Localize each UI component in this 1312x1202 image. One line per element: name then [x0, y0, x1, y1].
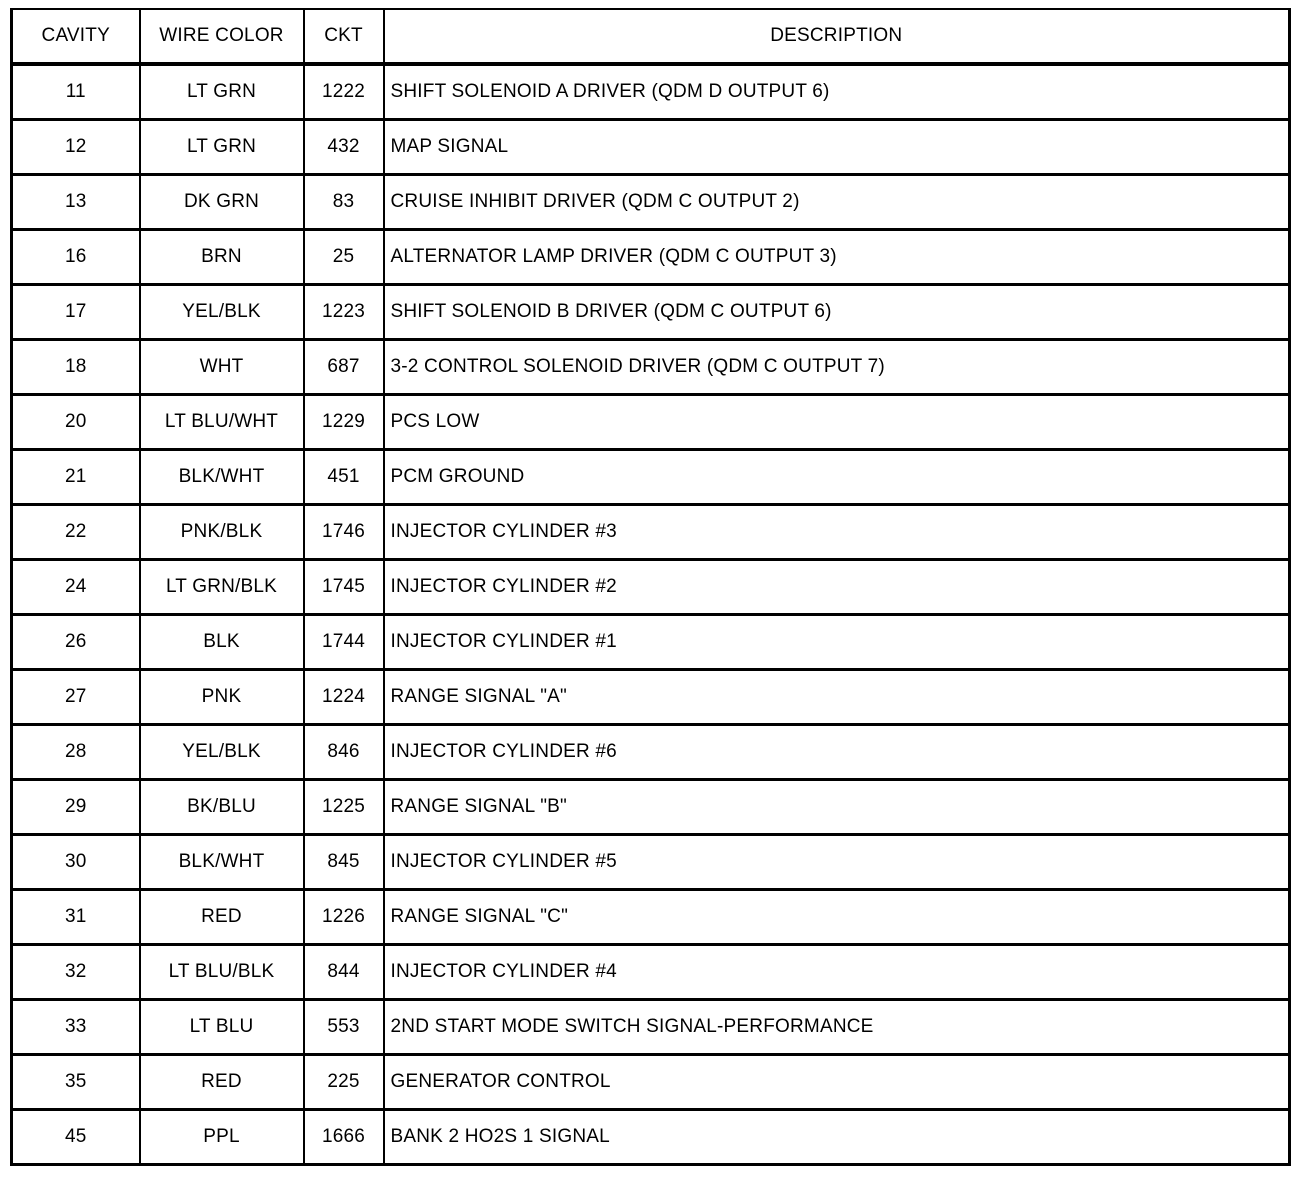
ckt-cell: 1746 — [304, 505, 384, 560]
table-row — [12, 1000, 1290, 1055]
ckt-cell: 1225 — [304, 780, 384, 835]
wire-color-cell: DK GRN — [140, 175, 304, 230]
ckt-cell: 1666 — [304, 1110, 384, 1165]
cavity-cell: 11 — [12, 64, 140, 120]
wire-color-cell: PNK/BLK — [140, 505, 304, 560]
table-row — [12, 780, 1290, 835]
table-row — [12, 835, 1290, 890]
cavity-cell: 16 — [12, 230, 140, 285]
table-row — [12, 340, 1290, 395]
ckt-cell: 83 — [304, 175, 384, 230]
cavity-cell: 31 — [12, 890, 140, 945]
wire-color-cell: WHT — [140, 340, 304, 395]
ckt-cell: 451 — [304, 450, 384, 505]
wire-color-cell: PPL — [140, 1110, 304, 1165]
description-cell: CRUISE INHIBIT DRIVER (QDM C OUTPUT 2) — [384, 175, 1290, 230]
wire-color-cell: YEL/BLK — [140, 285, 304, 340]
cavity-cell: 29 — [12, 780, 140, 835]
ckt-cell: 845 — [304, 835, 384, 890]
cavity-cell: 33 — [12, 1000, 140, 1055]
description-cell: MAP SIGNAL — [384, 120, 1290, 175]
table-row — [12, 230, 1290, 285]
description-cell: INJECTOR CYLINDER #5 — [384, 835, 1290, 890]
table-row — [12, 64, 1290, 120]
connector-pinout-sheet — [10, 8, 1288, 1166]
wire-color-cell: BLK — [140, 615, 304, 670]
cavity-cell: 27 — [12, 670, 140, 725]
table-row — [12, 945, 1290, 1000]
description-cell: INJECTOR CYLINDER #4 — [384, 945, 1290, 1000]
cavity-cell: 20 — [12, 395, 140, 450]
cavity-cell: 32 — [12, 945, 140, 1000]
wire-color-cell: RED — [140, 890, 304, 945]
wire-color-cell: LT BLU — [140, 1000, 304, 1055]
cavity-cell: 21 — [12, 450, 140, 505]
cavity-cell: 45 — [12, 1110, 140, 1165]
wire-color-cell: PNK — [140, 670, 304, 725]
description-cell: INJECTOR CYLINDER #3 — [384, 505, 1290, 560]
description-cell: ALTERNATOR LAMP DRIVER (QDM C OUTPUT 3) — [384, 230, 1290, 285]
table-row — [12, 120, 1290, 175]
table-row — [12, 890, 1290, 945]
table-row — [12, 725, 1290, 780]
description-cell: INJECTOR CYLINDER #2 — [384, 560, 1290, 615]
ckt-cell: 432 — [304, 120, 384, 175]
ckt-cell: 553 — [304, 1000, 384, 1055]
cavity-cell: 12 — [12, 120, 140, 175]
description-cell: INJECTOR CYLINDER #1 — [384, 615, 1290, 670]
ckt-cell: 1745 — [304, 560, 384, 615]
cavity-cell: 17 — [12, 285, 140, 340]
ckt-cell: 1229 — [304, 395, 384, 450]
wire-color-cell: LT BLU/BLK — [140, 945, 304, 1000]
table-row — [12, 450, 1290, 505]
description-cell: SHIFT SOLENOID A DRIVER (QDM D OUTPUT 6) — [384, 64, 1290, 120]
wire-color-column-header: WIRE COLOR — [140, 9, 304, 64]
cavity-cell: 22 — [12, 505, 140, 560]
description-cell: RANGE SIGNAL "B" — [384, 780, 1290, 835]
cavity-cell: 30 — [12, 835, 140, 890]
cavity-cell: 28 — [12, 725, 140, 780]
table-row — [12, 505, 1290, 560]
header-row — [12, 9, 1290, 64]
ckt-cell: 1222 — [304, 64, 384, 120]
description-cell: GENERATOR CONTROL — [384, 1055, 1290, 1110]
description-cell: BANK 2 HO2S 1 SIGNAL — [384, 1110, 1290, 1165]
table-row — [12, 670, 1290, 725]
wire-color-cell: YEL/BLK — [140, 725, 304, 780]
description-cell: 2ND START MODE SWITCH SIGNAL-PERFORMANCE — [384, 1000, 1290, 1055]
table-row — [12, 560, 1290, 615]
table-header — [12, 9, 1290, 64]
ckt-cell: 225 — [304, 1055, 384, 1110]
cavity-cell: 24 — [12, 560, 140, 615]
cavity-cell: 35 — [12, 1055, 140, 1110]
ckt-cell: 1226 — [304, 890, 384, 945]
table-row — [12, 1110, 1290, 1165]
description-cell: RANGE SIGNAL "C" — [384, 890, 1290, 945]
wire-color-cell: BLK/WHT — [140, 835, 304, 890]
description-cell: PCS LOW — [384, 395, 1290, 450]
wire-color-cell: RED — [140, 1055, 304, 1110]
table-row — [12, 395, 1290, 450]
wire-color-cell: LT GRN — [140, 120, 304, 175]
table-body — [12, 64, 1290, 1165]
wire-color-cell: LT GRN/BLK — [140, 560, 304, 615]
cavity-cell: 13 — [12, 175, 140, 230]
table-row — [12, 285, 1290, 340]
ckt-column-header: CKT — [304, 9, 384, 64]
ckt-cell: 846 — [304, 725, 384, 780]
table-row — [12, 175, 1290, 230]
cavity-column-header: CAVITY — [12, 9, 140, 64]
ckt-cell: 1223 — [304, 285, 384, 340]
cavity-cell: 18 — [12, 340, 140, 395]
wire-color-cell: BLK/WHT — [140, 450, 304, 505]
description-cell: RANGE SIGNAL "A" — [384, 670, 1290, 725]
ckt-cell: 687 — [304, 340, 384, 395]
connector-pinout-table — [10, 8, 1291, 1166]
ckt-cell: 1224 — [304, 670, 384, 725]
description-cell: SHIFT SOLENOID B DRIVER (QDM C OUTPUT 6) — [384, 285, 1290, 340]
wire-color-cell: BRN — [140, 230, 304, 285]
wire-color-cell: LT BLU/WHT — [140, 395, 304, 450]
table-row — [12, 615, 1290, 670]
description-column-header: DESCRIPTION — [384, 9, 1290, 64]
ckt-cell: 844 — [304, 945, 384, 1000]
cavity-cell: 26 — [12, 615, 140, 670]
table-row — [12, 1055, 1290, 1110]
description-cell: 3-2 CONTROL SOLENOID DRIVER (QDM C OUTPUT 7) — [384, 340, 1290, 395]
ckt-cell: 25 — [304, 230, 384, 285]
wire-color-cell: BK/BLU — [140, 780, 304, 835]
description-cell: INJECTOR CYLINDER #6 — [384, 725, 1290, 780]
ckt-cell: 1744 — [304, 615, 384, 670]
wire-color-cell: LT GRN — [140, 64, 304, 120]
description-cell: PCM GROUND — [384, 450, 1290, 505]
